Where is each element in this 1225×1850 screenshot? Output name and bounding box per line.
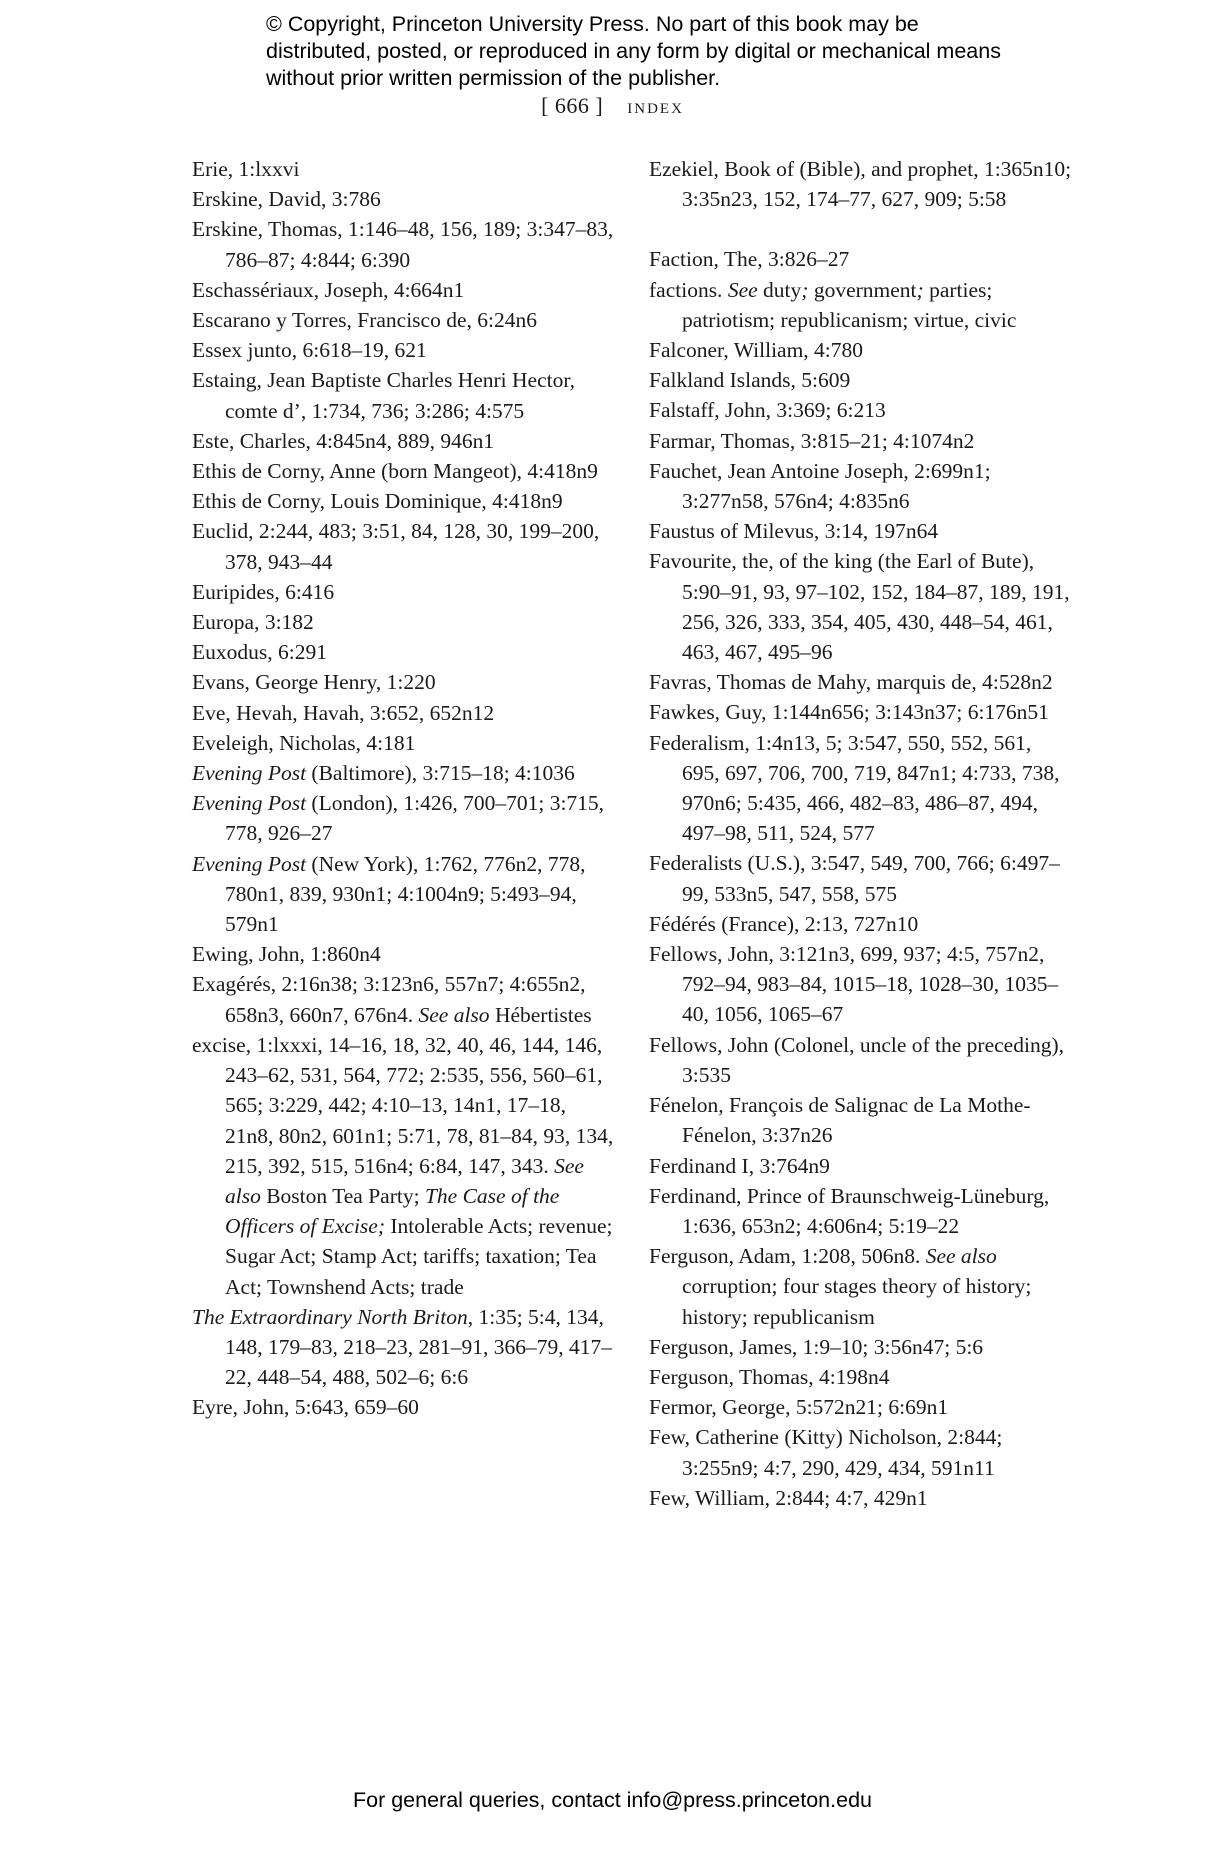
- index-entry-text: Fellows, John, 3:121n3, 699, 937; 4:5, 757n2, 792–94, 983–84, 1015–18, 1028–30, 1035–40, 1056, 1065–67: [649, 942, 1059, 1027]
- index-entry: [192, 305, 617, 335]
- index-entry-italic: Evening Post: [192, 761, 307, 786]
- index-entry: [192, 728, 617, 758]
- index-entry: [649, 1090, 1074, 1150]
- index-entry: [649, 939, 1074, 1030]
- index-entry-text: Erie, 1:lxxvi: [192, 157, 300, 181]
- index-entry-text: Erskine, Thomas, 1:146–48, 156, 189; 3:347–83, 786–87; 4:844; 6:390: [192, 217, 614, 272]
- index-entry-text: Favourite, the, of the king (the Earl of Bute), 5:90–91, 93, 97–102, 152, 184–87, 189, 191, 256, 326, 333, 354, 405, 430, 448–54, 461, 463, 467, 495–96: [649, 549, 1070, 665]
- index-entry: [192, 758, 617, 788]
- index-entry: [192, 154, 617, 184]
- index-entry: [192, 577, 617, 607]
- index-entry-text: Federalists (U.S.), 3:547, 549, 700, 766; 6:497–99, 533n5, 547, 558, 575: [649, 851, 1060, 906]
- index-entry: [649, 546, 1074, 667]
- index-entry-text: Ferdinand I, 3:764n9: [649, 1153, 830, 1178]
- index-entry-text: (London), 1:426, 700–701; 3:715, 778, 926–27: [225, 791, 605, 846]
- index-entry: [649, 1392, 1074, 1422]
- index-entry: [192, 184, 617, 214]
- index-entry: [192, 788, 617, 848]
- index-entry: [649, 426, 1074, 456]
- index-entry: [649, 516, 1074, 546]
- copyright-notice: © Copyright, Princeton University Press. No part of this book may be distributed, posted, or reproduced in any form by digital or mechanical means without prior written permission of the publisher.: [266, 12, 1001, 90]
- index-entry-text: corruption; four stages theory of history; history; republicanism: [682, 1274, 1032, 1329]
- index-entry: [649, 1332, 1074, 1362]
- index-entry-text: Fellows, John (Colonel, uncle of the preceding), 3:535: [649, 1032, 1064, 1087]
- page-number: [ 666 ]: [541, 93, 604, 118]
- index-entry: [649, 1030, 1074, 1090]
- index-entry: [649, 244, 1074, 274]
- index-entry-text: Ferguson, James, 1:9–10; 3:56n47; 5:6: [649, 1334, 984, 1359]
- index-entry-text: Favras, Thomas de Mahy, marquis de, 4:528n2: [649, 670, 1053, 695]
- index-entry-text: (Baltimore), 3:715–18; 4:1036: [306, 761, 575, 786]
- index-entry-text: excise, 1:lxxxi, 14–16, 18, 32, 40, 46, 144, 146, 243–62, 531, 564, 772; 2:535, 556, 560–61, 565; 3:229, 442; 4:10–13, 14n1, 17–18, 21n8, 80n2, 601n1; 5:71, 78, 81–84, 93, 134, 215, 392, 515, 516n4; 6:84, 147, 343.: [192, 1032, 614, 1178]
- index-entry-text: Euclid, 2:244, 483; 3:51, 84, 128, 30, 199–200, 378, 943–44: [192, 519, 600, 574]
- index-entry: [649, 667, 1074, 697]
- index-entry-italic: See also: [925, 1244, 997, 1269]
- index-entry: [649, 728, 1074, 849]
- index-entry: [192, 849, 617, 940]
- index-entry-text: Eyre, John, 5:643, 659–60: [192, 1395, 419, 1420]
- index-entry: [649, 1151, 1074, 1181]
- index-entry-text: Ferdinand, Prince of Braunschweig-Lüneburg, 1:636, 653n2; 4:606n4; 5:19–22: [649, 1183, 1050, 1238]
- index-entry: [192, 667, 617, 697]
- index-entry-text: Few, Catherine (Kitty) Nicholson, 2:844; 3:255n9; 4:7, 290, 429, 434, 591n11: [649, 1425, 1003, 1480]
- index-entry-text: Fédérés (France), 2:13, 727n10: [649, 911, 919, 936]
- index-entry-text: Este, Charles, 4:845n4, 889, 946n1: [192, 428, 495, 453]
- index-entry-text: Farmar, Thomas, 3:815–21; 4:1074n2: [649, 428, 975, 453]
- footer-contact: For general queries, contact info@press.princeton.edu: [352, 1788, 872, 1812]
- index-entry-text: Euxodus, 6:291: [192, 640, 327, 665]
- index-entry: [649, 1181, 1074, 1241]
- index-entry: [649, 395, 1074, 425]
- index-entry: [192, 516, 617, 576]
- index-entry-text: Falconer, William, 4:780: [649, 338, 864, 363]
- index-entry-text: Estaing, Jean Baptiste Charles Henri Hector, comte d’, 1:734, 736; 3:286; 4:575: [192, 368, 576, 423]
- index-entry-italic: ;: [801, 277, 809, 302]
- index-entry-text: Intolerable Acts; revenue; Sugar Act; Stamp Act; tariffs; taxation; Tea Act; Townshend Acts; trade: [225, 1214, 613, 1299]
- index-entry-text: , 1:35; 5:4, 134, 148, 179–83, 218–23, 281–91, 366–79, 417–22, 448–54, 488, 502–6; 6:6: [225, 1304, 612, 1390]
- index-entry: [649, 909, 1074, 939]
- index-entry-text: Exagérés, 2:16n38; 3:123n6, 557n7; 4:655n2, 658n3, 660n7, 676n4.: [192, 972, 586, 1027]
- index-entry: [192, 969, 617, 1029]
- index-entry-italic: See also: [225, 1153, 584, 1208]
- index-entry-italic: ;: [916, 277, 924, 302]
- index-entry: [192, 365, 617, 425]
- index-entry-text: parties; patriotism; republicanism; virtue, civic: [682, 277, 1017, 332]
- index-entry: [192, 214, 617, 274]
- index-entry-text: Fermor, George, 5:572n21; 6:69n1: [649, 1395, 949, 1420]
- index-entry: [192, 939, 617, 969]
- index-entry-text: Erskine, David, 3:786: [192, 187, 381, 212]
- index-entry-text: (New York), 1:762, 776n2, 778, 780n1, 839, 930n1; 4:1004n9; 5:493–94, 579n1: [225, 851, 586, 937]
- index-column-right: [649, 154, 1074, 1513]
- index-entry-text: Fauchet, Jean Antoine Joseph, 2:699n1; 3:277n58, 576n4; 4:835n6: [649, 458, 991, 514]
- index-entry-text: Ezekiel, Book of (Bible), and prophet, 1:365n10; 3:35n23, 152, 174–77, 627, 909; 5:58: [649, 157, 1072, 212]
- index-entry-text: Ethis de Corny, Louis Dominique, 4:418n9: [192, 489, 563, 514]
- index-entry: [649, 1483, 1074, 1513]
- index-entry-italic: Evening Post: [192, 791, 307, 816]
- index-entry: [192, 1030, 617, 1302]
- index-entry-text: Falkland Islands, 5:609: [649, 368, 851, 393]
- index-entry-text: duty: [757, 277, 802, 302]
- index-entry: [649, 335, 1074, 365]
- index-entry: [192, 637, 617, 667]
- index-entry-italic: See also: [418, 1002, 490, 1027]
- index-entry-text: Euripides, 6:416: [192, 579, 335, 604]
- index-entry: [192, 1302, 617, 1393]
- index-entry-text: Evans, George Henry, 1:220: [192, 670, 436, 695]
- index-entry-italic: The Extraordinary North Briton: [192, 1304, 468, 1329]
- index-entry: [649, 365, 1074, 395]
- index-entry-text: Essex junto, 6:618–19, 621: [192, 338, 427, 363]
- index-entry-text: factions.: [649, 277, 728, 302]
- index-entry: [192, 456, 617, 486]
- index-entry-italic: Evening Post: [192, 851, 307, 876]
- index-entry: [649, 154, 1074, 214]
- index-entry-text: Ferguson, Adam, 1:208, 506n8.: [649, 1244, 926, 1269]
- index-entry-text: Ethis de Corny, Anne (born Mangeot), 4:418n9: [192, 459, 598, 484]
- index-entry: [192, 698, 617, 728]
- index-entry: [649, 697, 1074, 727]
- running-head: [0, 93, 1225, 119]
- index-entry: [192, 275, 617, 305]
- index-entry-text: Europa, 3:182: [192, 610, 314, 635]
- index-entry: [192, 426, 617, 456]
- index-entry-text: Ewing, John, 1:860n4: [192, 942, 381, 967]
- index-entry: [192, 486, 617, 516]
- index-entry: [192, 1392, 617, 1422]
- index-entry: [649, 275, 1074, 335]
- index-entry: [649, 456, 1074, 516]
- index-entry-text: Eschassériaux, Joseph, 4:664n1: [192, 277, 465, 302]
- index-entry-text: Falstaff, John, 3:369; 6:213: [649, 398, 886, 423]
- index-entry: [192, 335, 617, 365]
- index-entry: [649, 1422, 1074, 1482]
- index-entry-text: Fawkes, Guy, 1:144n656; 3:143n37; 6:176n51: [649, 700, 1049, 725]
- index-entry-text: Faction, The, 3:826–27: [649, 247, 850, 272]
- index-entry-text: Fénelon, François de Salignac de La Mothe-Fénelon, 3:37n26: [649, 1093, 1031, 1148]
- index-entry-text: Escarano y Torres, Francisco de, 6:24n6: [192, 308, 537, 333]
- index-entry-text: government: [808, 277, 917, 302]
- index-entry-text: Boston Tea Party;: [260, 1183, 425, 1208]
- index-column-left: [192, 154, 617, 1423]
- index-entry-text: Eve, Hevah, Havah, 3:652, 652n12: [192, 700, 495, 725]
- index-entry-text: Faustus of Milevus, 3:14, 197n64: [649, 519, 939, 544]
- index-entry-text: Few, William, 2:844; 4:7, 429n1: [649, 1485, 928, 1510]
- index-entry-italic: See: [727, 277, 758, 302]
- index-entry: [192, 607, 617, 637]
- index-entry-text: Eveleigh, Nicholas, 4:181: [192, 730, 416, 755]
- index-entry-italic: The Case of the Officers of Excise;: [225, 1183, 560, 1239]
- index-entry-text: Federalism, 1:4n13, 5; 3:547, 550, 552, 561, 695, 697, 706, 700, 719, 847n1; 4:733, 738, 970n6; 5:435, 466, 482–83, 486–87, 494, 497–98, 511, 524, 577: [649, 730, 1060, 846]
- index-entry: [649, 848, 1074, 908]
- index-entry: [649, 1241, 1074, 1332]
- index-entry: [649, 1362, 1074, 1392]
- section-title: index: [627, 93, 684, 118]
- index-entry-text: Ferguson, Thomas, 4:198n4: [649, 1364, 890, 1389]
- index-entry-text: Hébertistes: [489, 1002, 592, 1027]
